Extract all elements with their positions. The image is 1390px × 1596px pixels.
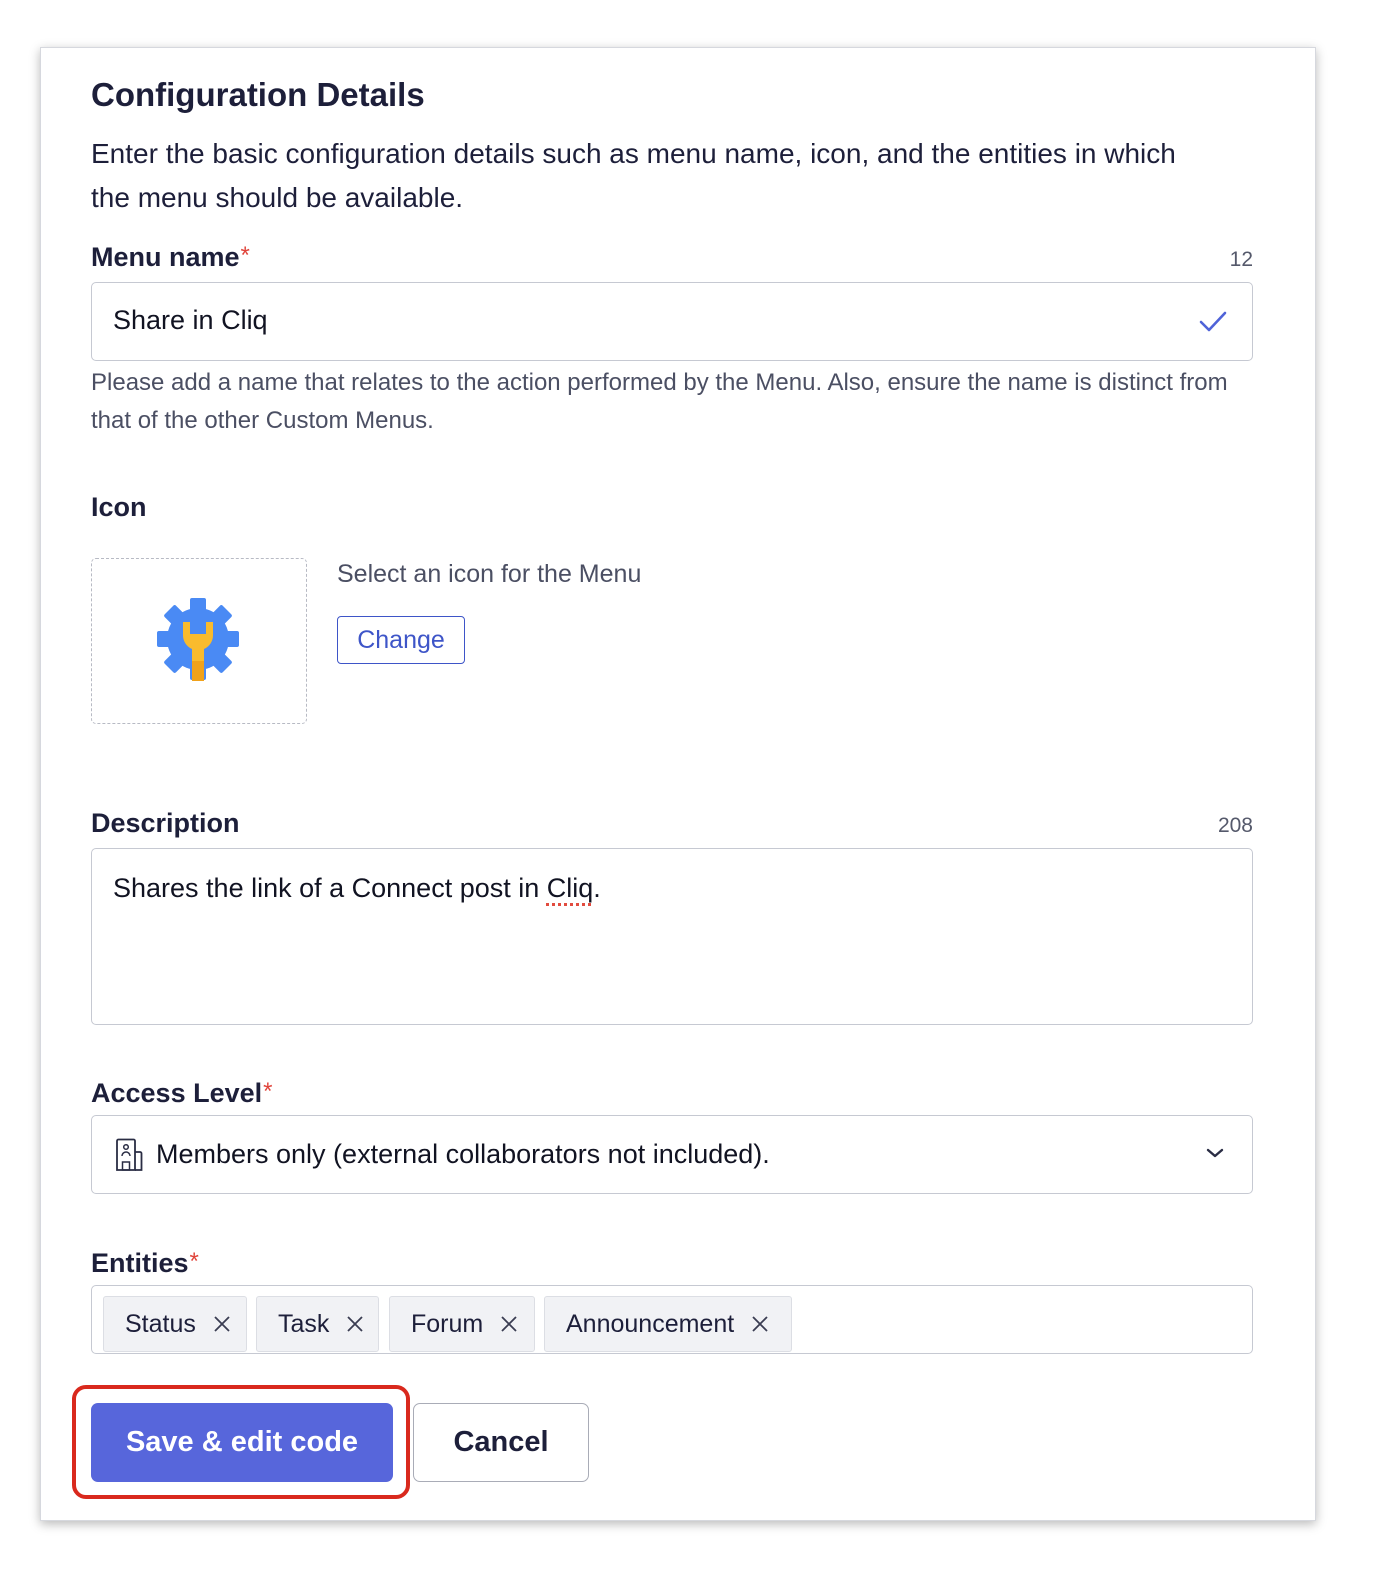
close-icon[interactable] bbox=[345, 1314, 365, 1334]
required-asterisk: * bbox=[240, 242, 250, 269]
spellcheck-word: Cliq bbox=[546, 873, 594, 903]
check-icon bbox=[1198, 307, 1228, 342]
entities-label-text: Entities bbox=[91, 1248, 189, 1278]
required-asterisk: * bbox=[189, 1248, 199, 1275]
access-level-label bbox=[91, 1078, 272, 1109]
close-icon[interactable] bbox=[212, 1314, 232, 1334]
entity-chip-task bbox=[256, 1296, 379, 1352]
icon-preview-box[interactable] bbox=[91, 558, 307, 724]
chip-label: Announcement bbox=[566, 1309, 735, 1338]
menu-name-counter: 12 bbox=[1229, 248, 1253, 271]
entity-chip-announcement bbox=[544, 1296, 792, 1352]
menu-name-label-text: Menu name bbox=[91, 242, 240, 272]
cancel-button[interactable]: Cancel bbox=[413, 1403, 589, 1482]
menu-name-input[interactable] bbox=[91, 282, 1253, 361]
menu-name-help: Please add a name that relates to the action performed by the Menu. Also, ensure the name is distinct from that of the other Custom Menus. bbox=[91, 369, 1228, 434]
entities-label bbox=[91, 1248, 199, 1279]
description-text: Shares the link of a Connect post in bbox=[113, 873, 547, 903]
close-icon[interactable] bbox=[499, 1314, 519, 1334]
access-level-value[interactable]: Members only (external collaborators not included). bbox=[156, 1139, 770, 1169]
section-intro: Enter the basic configuration details such as menu name, icon, and the entities in which the menu should be available. bbox=[91, 138, 1176, 213]
gear-wrench-icon bbox=[156, 597, 240, 688]
chevron-down-icon[interactable] bbox=[1204, 1145, 1226, 1166]
description-textarea[interactable] bbox=[91, 848, 1253, 1025]
configuration-panel bbox=[40, 47, 1316, 1521]
description-label: Description bbox=[91, 808, 240, 838]
save-edit-code-button[interactable]: Save & edit code bbox=[91, 1403, 393, 1482]
description-text-end: . bbox=[593, 873, 601, 903]
icon-hint: Select an icon for the Menu bbox=[337, 560, 642, 588]
access-level-label-text: Access Level bbox=[91, 1078, 263, 1108]
description-value[interactable] bbox=[113, 873, 601, 904]
chip-label: Forum bbox=[411, 1309, 484, 1338]
icon-label: Icon bbox=[91, 492, 147, 522]
menu-name-label bbox=[91, 242, 250, 273]
section-title: Configuration Details bbox=[91, 76, 425, 113]
menu-name-value[interactable]: Share in Cliq bbox=[113, 305, 268, 335]
entities-multiselect[interactable] bbox=[91, 1285, 1253, 1354]
description-counter: 208 bbox=[1217, 814, 1253, 837]
entity-chip-status bbox=[103, 1296, 247, 1352]
chip-label: Task bbox=[278, 1309, 330, 1338]
change-icon-button[interactable]: Change bbox=[337, 616, 465, 664]
required-asterisk: * bbox=[263, 1078, 273, 1105]
chip-label: Status bbox=[125, 1309, 196, 1338]
building-icon bbox=[114, 1138, 144, 1177]
access-level-select[interactable] bbox=[91, 1115, 1253, 1194]
entity-chip-forum bbox=[389, 1296, 535, 1352]
close-icon[interactable] bbox=[750, 1314, 770, 1334]
